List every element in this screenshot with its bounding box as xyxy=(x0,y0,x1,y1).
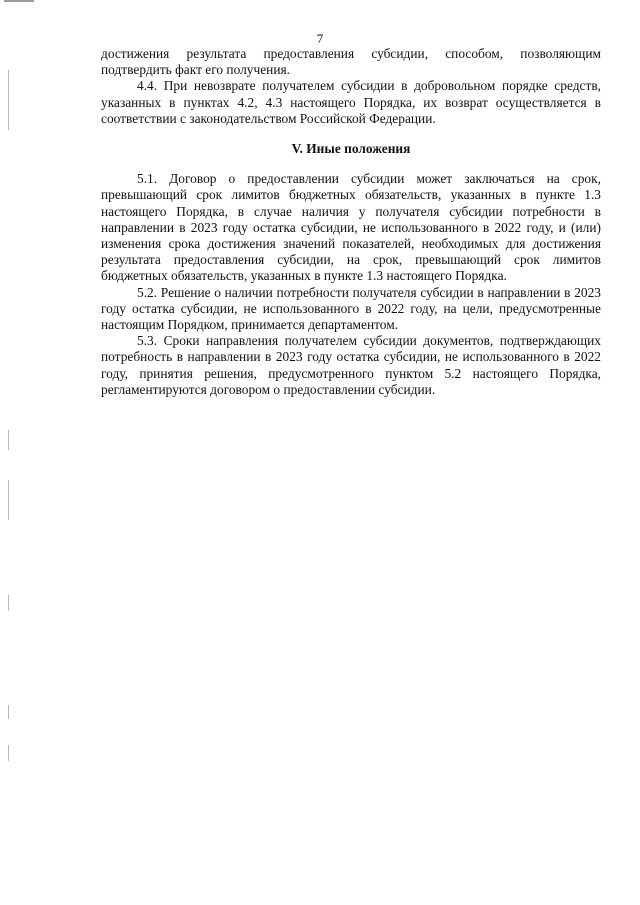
scan-edge-mark xyxy=(8,480,9,520)
paragraph-4-4: 4.4. При невозврате получателем субсидии в добровольном порядке средств, указанных в пунктах 4.2, 4.3 настоящего Порядка, их возврат осуществляется в соответствии с законодательством Российской Федерации. xyxy=(101,78,601,126)
document-body xyxy=(101,46,601,398)
page-number: 7 xyxy=(316,31,324,46)
paragraph-continuation: достижения результата предоставления субсидии, способом, позволяющим подтвердить факт его получения. xyxy=(101,46,601,78)
scan-corner-mark xyxy=(4,0,34,2)
paragraph-5-2: 5.2. Решение о наличии потребности получателя субсидии в направлении в 2023 году остатка субсидии, не использованного в 2022 году, на цели, предусмотренные настоящим Порядком, принимается департаментом. xyxy=(101,284,601,333)
scan-edge-mark xyxy=(8,705,9,719)
scan-edge-mark xyxy=(8,595,9,611)
paragraph-5-3: 5.3. Сроки направления получателем субсидии документов, подтверждающих потребность в направлении в 2023 году остатка субсидии, не использованного в 2022 году, принятия решения, предусмотренного пунктом 5.2 настоящего Порядка, регламентируются договором о предоставлении субсидии. xyxy=(101,333,601,397)
scan-edge-mark xyxy=(8,70,9,130)
section-heading: V. Иные положения xyxy=(291,141,411,157)
scan-edge-mark xyxy=(8,430,9,450)
paragraph-5-1: 5.1. Договор о предоставлении субсидии может заключаться на срок, превышающий срок лимитов бюджетных обязательств, указанных в пункте 1.3 настоящего Порядка, в случае наличия у получателя субсидии потребности в направлении в 2023 году остатка субсидии, не использованного в 2022 году, и (или) изменения срока достижения значений показателей, необходимых для достижения результата предоставления субсидии, на срок, превышающий срок лимитов бюджетных обязательств, указанных в пункте 1.3 настоящего Порядка. xyxy=(101,171,601,284)
scan-edge-mark xyxy=(8,745,9,761)
